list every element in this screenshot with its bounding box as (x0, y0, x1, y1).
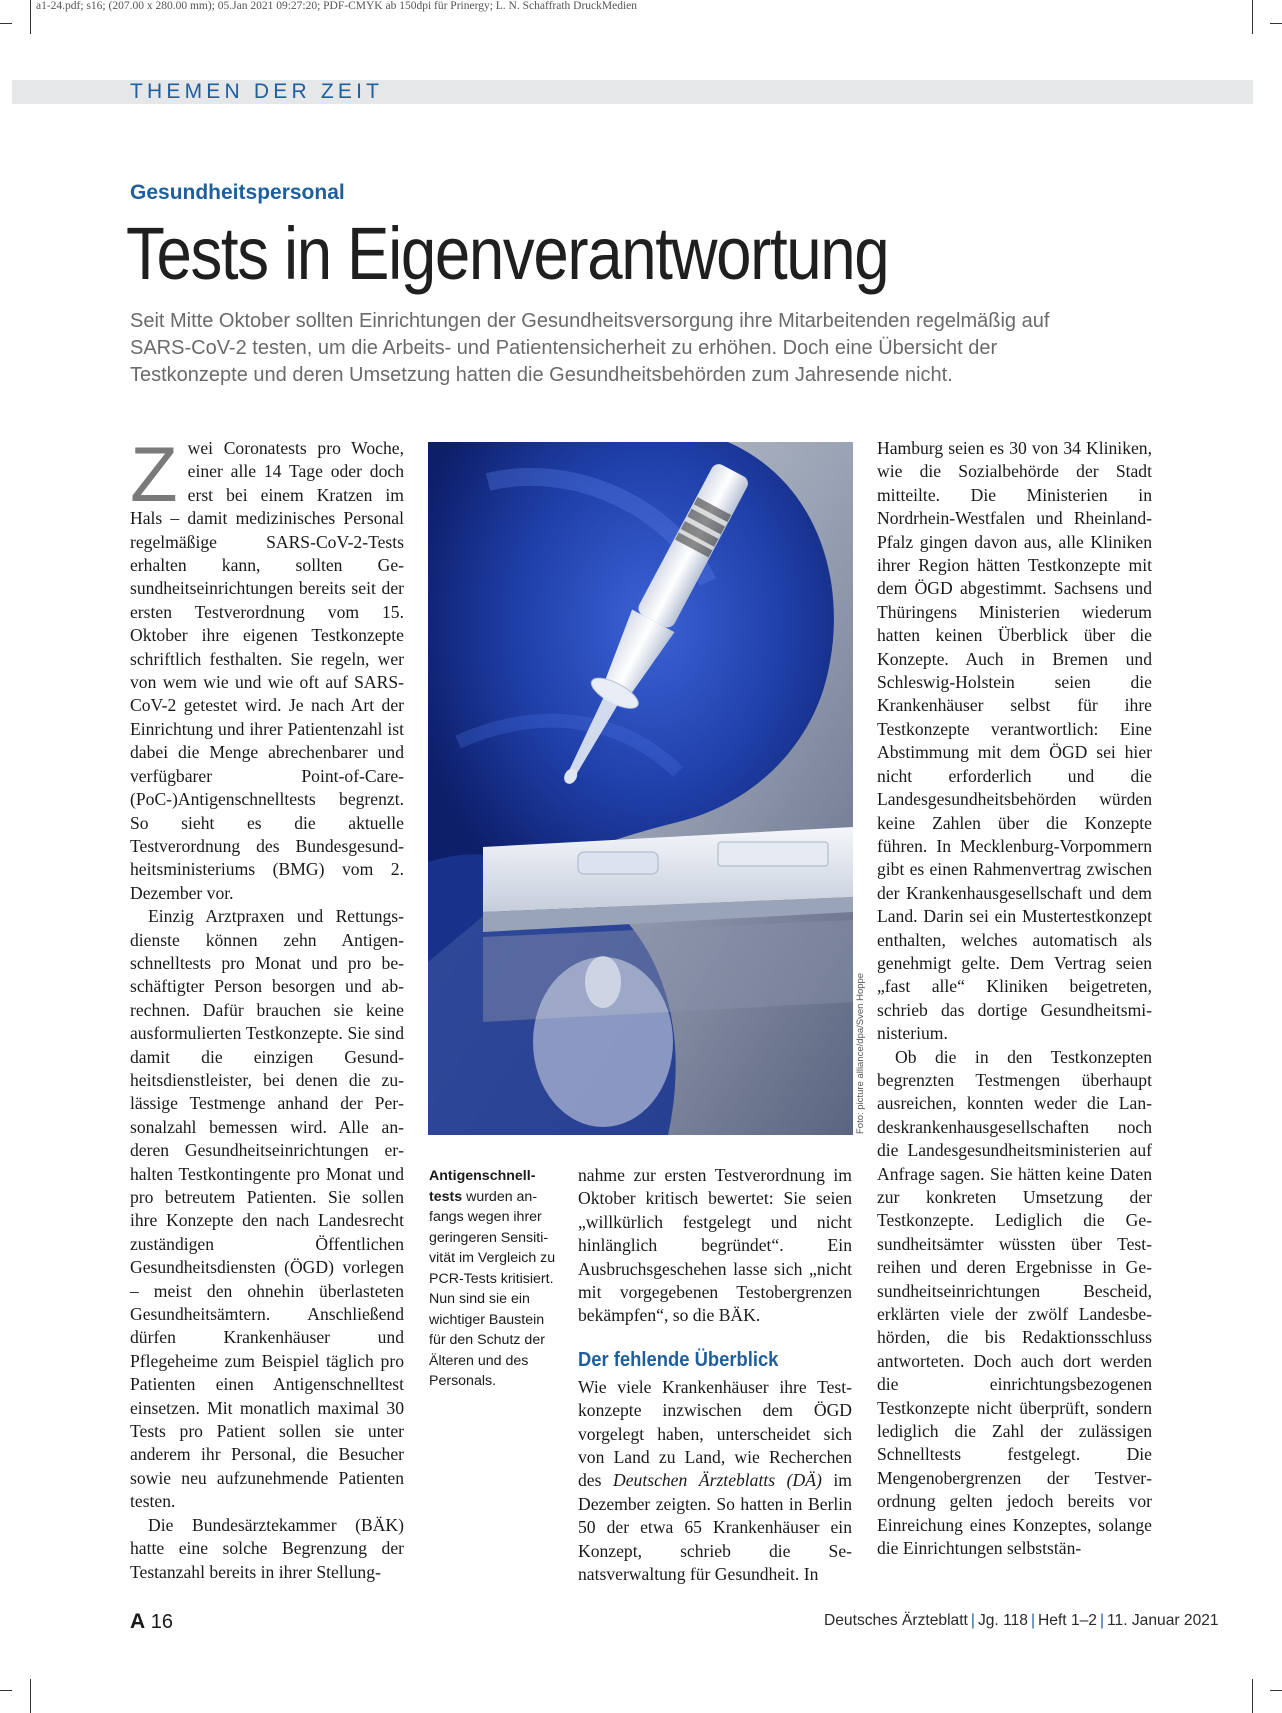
page-number (130, 1610, 173, 1634)
journal-date: 11. Januar 2021 (1107, 1612, 1219, 1629)
page-letter: A (130, 1610, 146, 1633)
section-label: THEMEN DER ZEIT (130, 80, 384, 103)
article-headline: Tests in Eigenverantwortung (126, 212, 889, 295)
paragraph: Die Bundesärztekammer (BÄK) hatte eine solche Begrenzung der Testanzahl bereits in ihrer Stellung- (130, 1514, 404, 1582)
antigen-test-photo (428, 442, 853, 1135)
crop-mark (0, 1690, 12, 1691)
journal-name: Deutsches Ärzteblatt (824, 1612, 968, 1629)
subheading: Der fehlende Überblick (578, 1348, 779, 1371)
paragraph: Hamburg seien es 30 von 34 Kliniken, wie die Sozialbehörde der Stadt mitteilte. Die Ministerien in Nordrhein-Westfalen und Rheinland-Pfalz gingen davon aus, alle Kliniken ihrer Region hätten Testkonzepte mit dem ÖGD abgestimmt. Sachsens und Thüringens Ministerien wiederum hatten keinen Überblick über die Konzepte. Auch in Bremen und Schleswig-Holstein seien die Krankenhäuser selbst für ihre Testkonzepte verantwortlich: Eine Abstimmung mit dem ÖGD sei hier nicht erforderlich und die Landesgesundheitsbehörden würden keine Zahlen über die Konzepte führen. In Mecklenburg-Vorpommern gibt es einen Rahmenvertrag zwischen der Krankenhausgesellschaft und dem Land. Darin sei ein Mustertestkonzept enthalten, welches automatisch als genehmigt gelte. Dem Vertrag seien „fast alle“ Kliniken beigetreten, schrieb das dortige Gesundheitsministerium. (877, 438, 1152, 1044)
paragraph-text: wei Coronatests pro Woche, einer alle 14 Tage oder doch erst bei einem Kratzen im Hals – damit medizinisches Personal regelmäßige SARS-CoV-2-Tests erhalten kann, sollten Gesundheitseinrichtungen bereits seit der ersten Testverordnung vom 15. Oktober ihre eigenen Testkonzepte schriftlich festhalten. Sie regeln, wer von wem wie und wie oft auf SARS-CoV-2 getestet wird. Je nach Art der Einrichtung und ihrer Patientenzahl ist dabei die Menge abrechenbarer und verfügbarer Point-of-Care-(PoC-)Antigenschnelltests begrenzt. So sieht es die aktuelle Testverordnung des Bundesgesundheitsministeriums (BMG) vom 2. Dezember vor. (130, 438, 404, 903)
caption-bold: Antigenschnelltests (429, 1168, 536, 1205)
paragraph: Ob die in den Testkonzepten begrenzten Testmengen überhaupt ausreichen, konnten weder die Landeskrankenhausgesellschaften noch die Landesgesundheitsministerien auf Anfrage sagen. Sie hätten keine Daten zur konkreten Umsetzung der Testkonzepte. Lediglich die Gesundheitsämter wüssten über Testreihen und deren Ergebnisse in Gesundheitseinrichtungen Bescheid, erklärten viele der zwölf Landesbehörden, die bis Redaktionsschluss antworteten. Doch auch dort werden die einrichtungsbezogenen Testkonzepte nicht überprüft, sondern lediglich die Zahl der zulässigen Schnelltests festgelegt. Die Mengenobergrenzen der Testverordnung gelten jedoch bereits vor Einreichung eines Konzeptes, solange die Einrichtungen selbststän- (877, 1046, 1152, 1559)
crop-mark (1270, 23, 1282, 24)
page-number-value: 16 (150, 1611, 173, 1633)
journal-volume: Jg. 118 (977, 1612, 1028, 1629)
crop-mark (1252, 1679, 1253, 1713)
caption-text: wurden anfangs wegen ihrer geringeren Sensitivität im Vergleich zu PCR-Tests kritisiert. Nun sind sie ein wichtiger Baustein für den Schutz der Älteren und des Personals. (429, 1188, 556, 1389)
crop-mark (0, 23, 12, 24)
article-lead: Seit Mitte Oktober sollten Einrichtungen der Gesundheitsversorgung ihre Mitarbeitenden regelmäßig auf SARS-CoV-2 testen, um die Arbeits- und Patientensicherheit zu erhöhen. Doch eine Übersicht der Testkonzepte und deren Umsetzung hatten die Gesundheitsbehörden zum Jahresende nicht. (130, 310, 1050, 386)
article-column-3 (877, 437, 1152, 1561)
photo-caption (429, 1166, 557, 1392)
publication-name: Deutschen Ärzteblatts (DÄ) (613, 1470, 822, 1491)
journal-footer: Deutsches Ärzteblatt | Jg. 118 | Heft 1–2 | 11. Januar 2021 (824, 1612, 1219, 1629)
paragraph (130, 430, 404, 905)
paragraph-text: Wie viele Krankenhäuser ihre Testkonzepte inzwischen dem ÖGD vorgelegt haben, unterscheidet sich von Land zu Land, wie Recherchen des (578, 1376, 852, 1491)
print-info-line: a1-24.pdf; s16; (207.00 x 280.00 mm); 05.Jan 2021 09:27:20; PDF-CMYK ab 150dpi für Prinergy; L. N. Schaffrath DruckMedien (36, 0, 638, 12)
crop-mark (30, 1679, 31, 1713)
article-column-1 (130, 430, 404, 1584)
paragraph: nahme zur ersten Testverordnung im Oktober kritisch bewertet: Sie seien „willkürlich festgelegt und nicht hinlänglich begründet“. Ein Ausbruchsgeschehen lasse sich „nicht mit vorgegebenen Testobergrenzen bekämpfen“, so die BÄK. (578, 1165, 852, 1326)
drop-cap: Z (130, 430, 178, 518)
paragraph-text: im Dezember zeigten. So hatten in Berlin 50 der etwa 65 Krankenhäuser ein Konzept, schrieb die Senatsverwaltung für Gesundheit. In (578, 1470, 852, 1585)
crop-mark (1252, 0, 1253, 34)
journal-issue: Heft 1–2 (1038, 1612, 1097, 1629)
crop-mark (30, 0, 31, 34)
article-kicker: Gesundheitspersonal (130, 181, 345, 204)
paragraph: Einzig Arztpraxen und Rettungsdienste können zehn Antigenschnelltests pro Monat und pro beschäftigter Person besorgen und abrechnen. Dafür brauchen sie keine ausformulierten Testkonzepte. Sie sind damit die einzigen Gesundheitsdienstleister, bei denen die zulässige Testmenge anhand der Personalzahl bemessen wird. Alle anderen Gesundheitseinrichtungen erhalten Testkontingente pro Monat und pro betreutem Patienten. Sie sollen ihre Konzepte den nach Landesrecht zuständigen Öffentlichen Gesundheitsdiensten (ÖGD) vorlegen – meist den ohnehin überlasteten Gesundheitsämtern. Anschließend dürfen Krankenhäuser und Pflegeheime zum Beispiel täglich pro Patienten einen Antigenschnelltest einsetzen. Mit monatlich maximal 30 Tests pro Patient sollen sie unter anderem ihr Personal, die Besucher sowie neu aufzunehmende Patienten testen. (130, 906, 404, 1512)
photo-credit: Foto: picture alliance/dpa/Sven Hoppe (855, 972, 866, 1134)
article-column-2 (578, 1164, 852, 1587)
article-photo (428, 442, 853, 1135)
paragraph (578, 1376, 852, 1587)
crop-mark (1270, 1690, 1282, 1691)
